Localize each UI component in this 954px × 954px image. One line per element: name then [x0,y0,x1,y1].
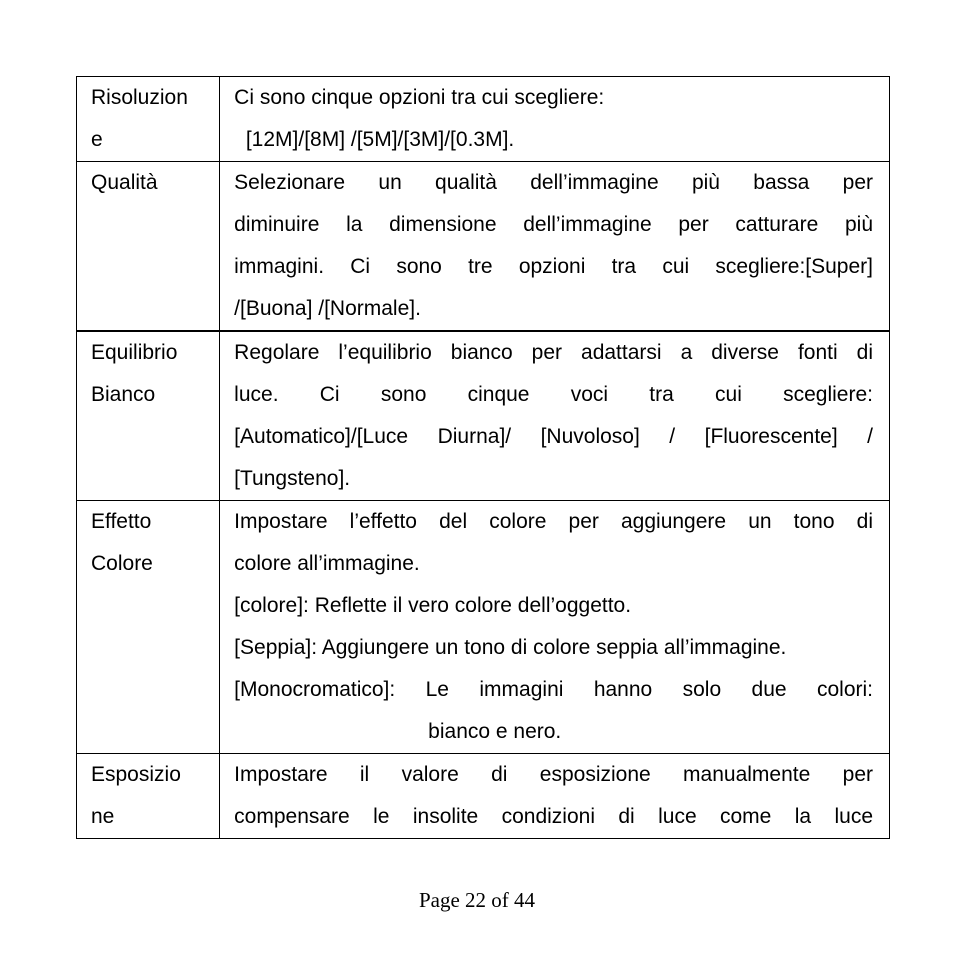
setting-description-cell [220,162,890,332]
setting-label-cell [77,331,220,501]
setting-label-line: Equilibrio [91,341,178,364]
setting-label-line: ne [91,805,115,828]
settings-table [76,76,890,839]
table-row [77,77,890,162]
table-row [77,162,890,332]
description-line: Ci sono cinque opzioni tra cui scegliere: [234,86,605,109]
setting-label-line: Risoluzion [91,86,188,109]
description-line: bianco e nero. [428,720,562,743]
description-line: luce. Ci sono cinque voci tra cui scegliere: [234,383,873,406]
description-line: Impostare il valore di esposizione manualmente per [234,763,873,786]
page-number: Page 22 of 44 [418,888,536,912]
setting-description-cell [220,501,890,754]
table-row [77,331,890,501]
description-line: /[Buona] /[Normale]. [234,297,421,320]
setting-label-line: Qualità [91,171,158,194]
description-line: diminuire la dimensione dell’immagine per catturare più [234,213,873,236]
description-line: Selezionare un qualità dell’immagine più bassa per [234,171,873,194]
description-line: [colore]: Reflette il vero colore dell’oggetto. [234,594,632,617]
setting-description-cell [220,754,890,839]
setting-description-cell [220,331,890,501]
table-row [77,754,890,839]
setting-label-cell [77,162,220,332]
description-line: Regolare l’equilibrio bianco per adattarsi a diverse fonti di [234,341,873,364]
setting-label-cell [77,501,220,754]
description-line: compensare le insolite condizioni di luce come la luce [234,805,873,828]
setting-label-line: Colore [91,552,153,575]
description-line: [12M]/[8M] /[5M]/[3M]/[0.3M]. [234,128,515,151]
setting-label-cell [77,754,220,839]
description-line: Impostare l’effetto del colore per aggiungere un tono di [234,510,873,533]
setting-label-cell [77,77,220,162]
description-line: [Tungsteno]. [234,467,351,490]
setting-label-line: Bianco [91,383,156,406]
description-line: [Monocromatico]: Le immagini hanno solo due colori: [234,678,873,701]
description-line: immagini. Ci sono tre opzioni tra cui scegliere:[Super] [234,255,873,278]
setting-label-line: e [91,128,103,151]
description-line: [Seppia]: Aggiungere un tono di colore seppia all’immagine. [234,636,787,659]
setting-label-line: Esposizio [91,763,181,786]
setting-label-line: Effetto [91,510,152,533]
table-row [77,501,890,754]
description-line: colore all’immagine. [234,552,420,575]
description-line: [Automatico]/[Luce Diurna]/ [Nuvoloso] / [Fluorescente] / [234,425,873,448]
setting-description-cell [220,77,890,162]
